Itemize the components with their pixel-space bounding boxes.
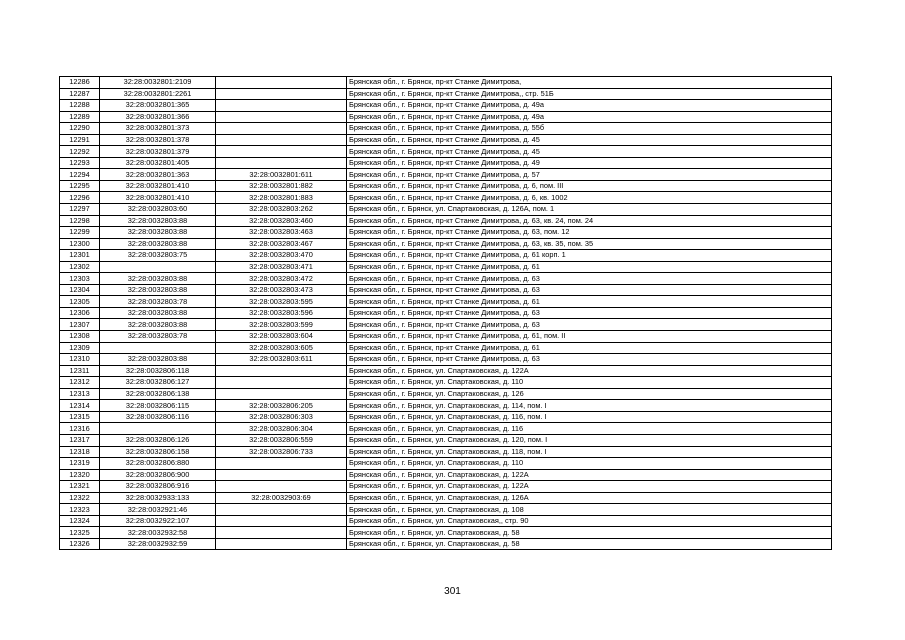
table-row [60,261,832,273]
object-cadastral-number-cell [216,388,347,400]
land-cadastral-number-cell: 32:28:0032806:138 [100,388,216,400]
table-row [60,515,832,527]
address-cell: Брянская обл., г. Брянск, пр-кт Станке Димитрова, д. 63 [347,273,832,285]
address-cell: Брянская обл., г. Брянск, пр-кт Станке Димитрова, д. 61 [347,296,832,308]
record-number-cell: 12301 [60,250,100,262]
address-cell: Брянская обл., г. Брянск, ул. Спартаковская, д. 126А [347,492,832,504]
page-number: 301 [444,586,461,597]
table-row [60,123,832,135]
object-cadastral-number-cell: 32:28:0032803:463 [216,227,347,239]
address-cell: Брянская обл., г. Брянск, пр-кт Станке Димитрова, д. 6, пом. III [347,180,832,192]
table-row [60,481,832,493]
table-row [60,469,832,481]
record-number-cell: 12312 [60,377,100,389]
record-number-cell: 12307 [60,319,100,331]
address-cell: Брянская обл., г. Брянск, ул. Спартаковская, д. 110 [347,377,832,389]
record-number-cell: 12300 [60,238,100,250]
document-table [59,76,832,550]
record-number-cell: 12308 [60,331,100,343]
land-cadastral-number-cell: 32:28:0032806:158 [100,446,216,458]
table-row [60,134,832,146]
object-cadastral-number-cell [216,377,347,389]
table-row [60,296,832,308]
table-body [60,77,832,550]
table-row [60,446,832,458]
record-number-cell: 12305 [60,296,100,308]
table-row [60,388,832,400]
address-cell: Брянская обл., г. Брянск, пр-кт Станке Димитрова, д. 49а [347,111,832,123]
object-cadastral-number-cell [216,88,347,100]
record-number-cell: 12311 [60,365,100,377]
object-cadastral-number-cell [216,515,347,527]
object-cadastral-number-cell: 32:28:0032806:559 [216,434,347,446]
object-cadastral-number-cell: 32:28:0032801:611 [216,169,347,181]
object-cadastral-number-cell: 32:28:0032806:304 [216,423,347,435]
address-cell: Брянская обл., г. Брянск, пр-кт Станке Димитрова, [347,77,832,89]
object-cadastral-number-cell [216,538,347,550]
address-cell: Брянская обл., г. Брянск, пр-кт Станке Димитрова, д. 6, кв. 1002 [347,192,832,204]
table-row [60,273,832,285]
address-cell: Брянская обл., г. Брянск, пр-кт Станке Димитрова, д. 49 [347,157,832,169]
land-cadastral-number-cell: 32:28:0032803:88 [100,354,216,366]
table-row [60,400,832,412]
record-number-cell: 12306 [60,307,100,319]
table-row [60,365,832,377]
address-cell: Брянская обл., г. Брянск, ул. Спартаковская, д. 114, пом. I [347,400,832,412]
table-row [60,354,832,366]
address-cell: Брянская обл., г. Брянск, ул. Спартаковская,, стр. 90 [347,515,832,527]
record-number-cell: 12289 [60,111,100,123]
table-row [60,227,832,239]
record-number-cell: 12299 [60,227,100,239]
table-row [60,146,832,158]
record-number-cell: 12302 [60,261,100,273]
table-row [60,180,832,192]
object-cadastral-number-cell: 32:28:0032803:467 [216,238,347,250]
object-cadastral-number-cell: 32:28:0032803:595 [216,296,347,308]
record-number-cell: 12296 [60,192,100,204]
object-cadastral-number-cell: 32:28:0032803:599 [216,319,347,331]
land-cadastral-number-cell: 32:28:0032806:880 [100,458,216,470]
table-row [60,331,832,343]
record-number-cell: 12325 [60,527,100,539]
table-row [60,88,832,100]
object-cadastral-number-cell [216,123,347,135]
object-cadastral-number-cell: 32:28:0032803:262 [216,204,347,216]
land-cadastral-number-cell: 32:28:0032803:78 [100,331,216,343]
land-cadastral-number-cell: 32:28:0032933:133 [100,492,216,504]
address-cell: Брянская обл., г. Брянск, ул. Спартаковская, д. 58 [347,538,832,550]
address-cell: Брянская обл., г. Брянск, пр-кт Станке Димитрова, д. 45 [347,146,832,158]
land-cadastral-number-cell: 32:28:0032806:900 [100,469,216,481]
object-cadastral-number-cell: 32:28:0032806:205 [216,400,347,412]
land-cadastral-number-cell: 32:28:0032801:378 [100,134,216,146]
table-row [60,284,832,296]
address-cell: Брянская обл., г. Брянск, пр-кт Станке Димитрова, д. 63, кв. 35, пом. 35 [347,238,832,250]
address-cell: Брянская обл., г. Брянск, пр-кт Станке Димитрова,, стр. 51Б [347,88,832,100]
land-cadastral-number-cell: 32:28:0032803:88 [100,273,216,285]
record-number-cell: 12316 [60,423,100,435]
object-cadastral-number-cell: 32:28:0032803:604 [216,331,347,343]
object-cadastral-number-cell [216,365,347,377]
object-cadastral-number-cell [216,100,347,112]
object-cadastral-number-cell [216,77,347,89]
land-cadastral-number-cell: 32:28:0032803:88 [100,307,216,319]
record-number-cell: 12313 [60,388,100,400]
record-number-cell: 12295 [60,180,100,192]
address-cell: Брянская обл., г. Брянск, пр-кт Станке Димитрова, д. 63 [347,307,832,319]
object-cadastral-number-cell: 32:28:0032803:596 [216,307,347,319]
land-cadastral-number-cell: 32:28:0032803:88 [100,238,216,250]
land-cadastral-number-cell: 32:28:0032922:107 [100,515,216,527]
table-row [60,434,832,446]
land-cadastral-number-cell: 32:28:0032803:88 [100,319,216,331]
object-cadastral-number-cell [216,527,347,539]
object-cadastral-number-cell: 32:28:0032903:69 [216,492,347,504]
land-cadastral-number-cell: 32:28:0032803:88 [100,227,216,239]
land-cadastral-number-cell: 32:28:0032801:366 [100,111,216,123]
land-cadastral-number-cell: 32:28:0032806:127 [100,377,216,389]
land-cadastral-number-cell: 32:28:0032921:46 [100,504,216,516]
table-row [60,492,832,504]
table-row [60,77,832,89]
object-cadastral-number-cell [216,469,347,481]
address-cell: Брянская обл., г. Брянск, ул. Спартаковская, д. 126А, пом. 1 [347,204,832,216]
address-cell: Брянская обл., г. Брянск, пр-кт Станке Димитрова, д. 63 [347,354,832,366]
table-row [60,458,832,470]
record-number-cell: 12326 [60,538,100,550]
table-row [60,238,832,250]
land-cadastral-number-cell: 32:28:0032801:2109 [100,77,216,89]
table-row [60,157,832,169]
object-cadastral-number-cell: 32:28:0032803:473 [216,284,347,296]
record-number-cell: 12293 [60,157,100,169]
object-cadastral-number-cell: 32:28:0032803:472 [216,273,347,285]
record-number-cell: 12290 [60,123,100,135]
table-row [60,250,832,262]
table-row [60,215,832,227]
address-cell: Брянская обл., г. Брянск, ул. Спартаковская, д. 110 [347,458,832,470]
land-cadastral-number-cell: 32:28:0032806:116 [100,411,216,423]
land-cadastral-number-cell: 32:28:0032801:363 [100,169,216,181]
record-number-cell: 12323 [60,504,100,516]
table-row [60,342,832,354]
table-row [60,504,832,516]
record-number-cell: 12321 [60,481,100,493]
address-cell: Брянская обл., г. Брянск, ул. Спартаковская, д. 108 [347,504,832,516]
address-cell: Брянская обл., г. Брянск, пр-кт Станке Димитрова, д. 61, пом. II [347,331,832,343]
record-number-cell: 12291 [60,134,100,146]
record-number-cell: 12294 [60,169,100,181]
record-number-cell: 12314 [60,400,100,412]
land-cadastral-number-cell [100,261,216,273]
record-number-cell: 12292 [60,146,100,158]
table-row [60,111,832,123]
address-cell: Брянская обл., г. Брянск, ул. Спартаковская, д. 126 [347,388,832,400]
address-cell: Брянская обл., г. Брянск, ул. Спартаковская, д. 122А [347,469,832,481]
land-cadastral-number-cell: 32:28:0032806:126 [100,434,216,446]
object-cadastral-number-cell [216,146,347,158]
address-cell: Брянская обл., г. Брянск, пр-кт Станке Димитрова, д. 63, пом. 12 [347,227,832,239]
address-cell: Брянская обл., г. Брянск, пр-кт Станке Димитрова, д. 49а [347,100,832,112]
table-row [60,319,832,331]
address-cell: Брянская обл., г. Брянск, пр-кт Станке Димитрова, д. 61 [347,261,832,273]
address-cell: Брянская обл., г. Брянск, ул. Спартаковская, д. 118, пом. I [347,446,832,458]
address-cell: Брянская обл., г. Брянск, пр-кт Станке Димитрова, д. 55б [347,123,832,135]
record-number-cell: 12288 [60,100,100,112]
land-cadastral-number-cell: 32:28:0032803:75 [100,250,216,262]
table-row [60,411,832,423]
land-cadastral-number-cell: 32:28:0032801:410 [100,192,216,204]
land-cadastral-number-cell: 32:28:0032932:59 [100,538,216,550]
object-cadastral-number-cell: 32:28:0032801:882 [216,180,347,192]
object-cadastral-number-cell [216,157,347,169]
record-number-cell: 12297 [60,204,100,216]
land-cadastral-number-cell [100,342,216,354]
record-number-cell: 12287 [60,88,100,100]
object-cadastral-number-cell: 32:28:0032806:733 [216,446,347,458]
table-row [60,527,832,539]
object-cadastral-number-cell: 32:28:0032803:470 [216,250,347,262]
land-cadastral-number-cell: 32:28:0032801:410 [100,180,216,192]
land-cadastral-number-cell: 32:28:0032803:60 [100,204,216,216]
land-cadastral-number-cell: 32:28:0032803:88 [100,284,216,296]
address-cell: Брянская обл., г. Брянск, пр-кт Станке Димитрова, д. 57 [347,169,832,181]
address-cell: Брянская обл., г. Брянск, пр-кт Станке Димитрова, д. 61 корп. 1 [347,250,832,262]
land-cadastral-number-cell: 32:28:0032801:2261 [100,88,216,100]
table-row [60,423,832,435]
land-cadastral-number-cell: 32:28:0032803:78 [100,296,216,308]
record-number-cell: 12319 [60,458,100,470]
object-cadastral-number-cell [216,134,347,146]
record-number-cell: 12315 [60,411,100,423]
address-cell: Брянская обл., г. Брянск, пр-кт Станке Димитрова, д. 61 [347,342,832,354]
object-cadastral-number-cell: 32:28:0032803:611 [216,354,347,366]
address-cell: Брянская обл., г. Брянск, ул. Спартаковская, д. 122А [347,481,832,493]
table-row [60,377,832,389]
land-cadastral-number-cell: 32:28:0032801:405 [100,157,216,169]
land-cadastral-number-cell: 32:28:0032806:115 [100,400,216,412]
address-cell: Брянская обл., г. Брянск, пр-кт Станке Димитрова, д. 63 [347,284,832,296]
object-cadastral-number-cell: 32:28:0032803:471 [216,261,347,273]
address-cell: Брянская обл., г. Брянск, ул. Спартаковская, д. 116 [347,423,832,435]
object-cadastral-number-cell [216,481,347,493]
address-cell: Брянская обл., г. Брянск, ул. Спартаковская, д. 116, пом. I [347,411,832,423]
table-row [60,307,832,319]
object-cadastral-number-cell: 32:28:0032806:303 [216,411,347,423]
record-number-cell: 12322 [60,492,100,504]
land-cadastral-number-cell: 32:28:0032803:88 [100,215,216,227]
record-number-cell: 12310 [60,354,100,366]
land-cadastral-number-cell: 32:28:0032801:365 [100,100,216,112]
address-cell: Брянская обл., г. Брянск, пр-кт Станке Димитрова, д. 63 [347,319,832,331]
object-cadastral-number-cell [216,458,347,470]
land-cadastral-number-cell: 32:28:0032806:118 [100,365,216,377]
table-row [60,204,832,216]
object-cadastral-number-cell: 32:28:0032803:460 [216,215,347,227]
table-row [60,538,832,550]
record-number-cell: 12286 [60,77,100,89]
object-cadastral-number-cell [216,504,347,516]
table-row [60,192,832,204]
record-number-cell: 12320 [60,469,100,481]
land-cadastral-number-cell: 32:28:0032806:916 [100,481,216,493]
land-cadastral-number-cell: 32:28:0032932:58 [100,527,216,539]
record-number-cell: 12304 [60,284,100,296]
address-cell: Брянская обл., г. Брянск, пр-кт Станке Димитрова, д. 45 [347,134,832,146]
record-number-cell: 12298 [60,215,100,227]
object-cadastral-number-cell: 32:28:0032801:883 [216,192,347,204]
record-number-cell: 12303 [60,273,100,285]
address-cell: Брянская обл., г. Брянск, ул. Спартаковская, д. 58 [347,527,832,539]
record-number-cell: 12309 [60,342,100,354]
table-row [60,169,832,181]
record-number-cell: 12317 [60,434,100,446]
address-cell: Брянская обл., г. Брянск, ул. Спартаковская, д. 122А [347,365,832,377]
object-cadastral-number-cell: 32:28:0032803:605 [216,342,347,354]
record-number-cell: 12324 [60,515,100,527]
address-cell: Брянская обл., г. Брянск, ул. Спартаковская, д. 120, пом. I [347,434,832,446]
table-row [60,100,832,112]
object-cadastral-number-cell [216,111,347,123]
record-number-cell: 12318 [60,446,100,458]
address-cell: Брянская обл., г. Брянск, пр-кт Станке Димитрова, д. 63, кв. 24, пом. 24 [347,215,832,227]
land-cadastral-number-cell: 32:28:0032801:373 [100,123,216,135]
land-cadastral-number-cell: 32:28:0032801:379 [100,146,216,158]
land-cadastral-number-cell [100,423,216,435]
